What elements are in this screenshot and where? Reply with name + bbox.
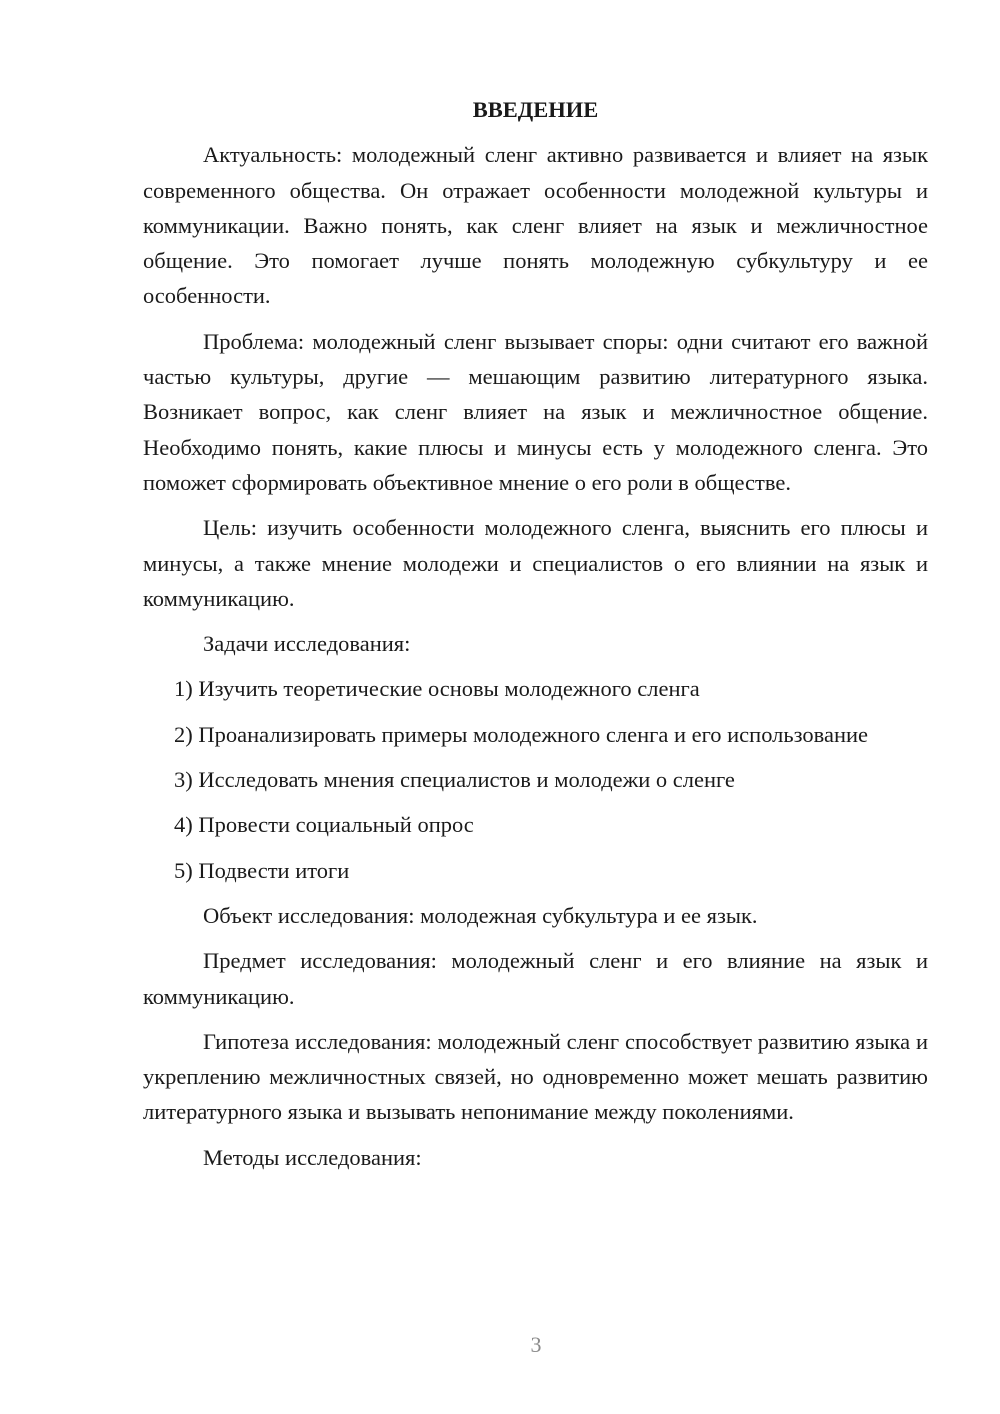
list-item-task-5: 5) Подвести итоги	[174, 857, 350, 883]
list-item-task-4: 4) Провести социальный опрос	[174, 812, 474, 838]
paragraph-tasks-heading: Задачи исследования:	[203, 631, 411, 657]
paragraph-hypothesis: Гипотеза исследования: молодежный сленг способствует развитию языка и укреплению межличностных связей, но одновременно может мешать развитию литературного языка и вызывать непонимание между поколениями.	[143, 1028, 928, 1125]
list-item-task-3: 3) Исследовать мнения специалистов и молодежи о сленге	[174, 767, 735, 793]
paragraph-object: Объект исследования: молодежная субкультура и ее язык.	[203, 902, 758, 928]
page-content	[143, 92, 928, 1185]
paragraph-goal: Цель: изучить особенности молодежного сленга, выяснить его плюсы и минусы, а также мнение молодежи и специалистов о его влиянии на язык и коммуникацию.	[143, 515, 928, 611]
paragraph-subject: Предмет исследования: молодежный сленг и его влияние на язык и коммуникацию.	[143, 948, 928, 1009]
paragraph-problem: Проблема: молодежный сленг вызывает споры: одни считают его важной частью культуры, другие — мешающим развитию литературного языка. Возникает вопрос, как сленг влияет на язык и межличностное общение. Необходимо понять, какие плюсы и минусы есть у молодежного сленга. Это поможет сформировать объективное мнение о его роли в обществе.	[143, 328, 928, 495]
list-item-task-2: 2) Проанализировать примеры молодежного сленга и его использование	[174, 721, 869, 747]
page-title: ВВЕДЕНИЕ	[472, 97, 599, 122]
paragraph-methods-heading: Методы исследования:	[203, 1144, 422, 1170]
paragraph-relevance: Актуальность: молодежный сленг активно развивается и влияет на язык современного общества. Он отражает особенности молодежной культуры и коммуникации. Важно понять, как сленг влияет на язык и межличностное общение. Это помогает лучше понять молодежную субкультуру и ее особенности.	[143, 142, 928, 309]
page-number: 3	[530, 1332, 542, 1357]
list-item-task-1: 1) Изучить теоретические основы молодежного сленга	[174, 676, 700, 702]
